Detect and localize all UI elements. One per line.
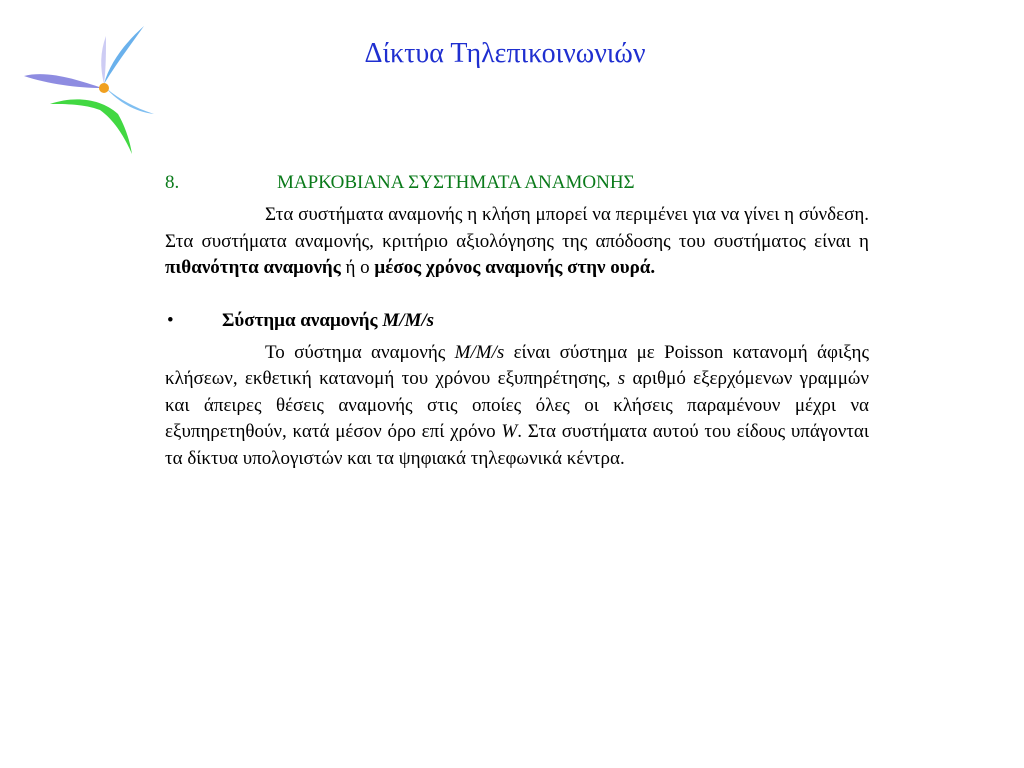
intro-paragraph [165, 202, 869, 282]
desc-italic-2: s [617, 368, 626, 389]
section-heading [165, 170, 869, 196]
intro-text-1: Στα συστήματα αναμονής η κλήση μπορεί να περιμένει για να γίνει η σύνδεση. Στα συστήματα αναμονής, κριτήριο αξιολόγησης της απόδοσης του συστήματος είναι η [165, 204, 869, 252]
intro-bold-2: μέσος χρόνος αναμονής στην ουρά. [374, 257, 656, 278]
section-title: ΜΑΡΚΟΒΙΑΝΑ ΣΥΣΤΗΜΑΤΑ ΑΝΑΜΟΝΗΣ [277, 172, 635, 193]
desc-italic-1: M/M/s [454, 341, 505, 363]
bullet-icon: • [167, 309, 174, 331]
bullet-item [165, 308, 869, 334]
desc-italic-3: W [501, 421, 518, 442]
desc-text-1: Το σύστημα αναμονής [265, 341, 455, 363]
intro-bold-1: πιθανότητα αναμονής [165, 257, 341, 278]
intro-text-2: ή ο [340, 257, 375, 278]
desc-text-4: . Στα συστήματα αυτού του είδους υπάγονται τα δίκτυα υπολογιστών και τα ψηφιακά τηλεφωνικά κέντρα. [165, 421, 869, 469]
section-number: 8. [165, 172, 180, 193]
slide-content [165, 170, 869, 472]
desc-text-2: είναι σύστημα με Poisson κατανομή άφιξης κλήσεων, εκθετική κατανομή του χρόνου εξυπηρέτησης, [165, 341, 870, 389]
bullet-label-italic: M/M/s [382, 309, 435, 331]
description-paragraph [165, 340, 869, 473]
bullet-label: Σύστημα αναμονής [222, 309, 383, 331]
desc-text-3: αριθμό εξερχόμενων γραμμών και άπειρες θέσεις αναμονής στις οποίες όλες οι κλήσεις παραμένουν μέχρι να εξυπηρετηθούν, κατά μέσον όρο επί χρόνο [165, 368, 869, 442]
page-title: Δίκτυα Τηλεπικοινωνιών [364, 38, 646, 69]
